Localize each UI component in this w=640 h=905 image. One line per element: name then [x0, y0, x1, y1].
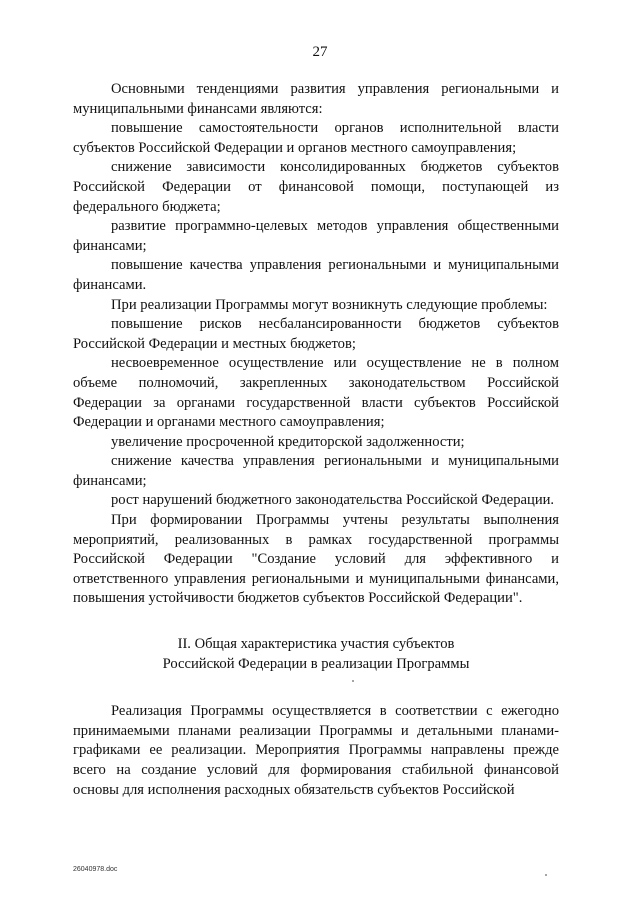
paragraph: повышение качества управления региональными и муниципальными финансами.	[73, 257, 559, 293]
paragraph: При формировании Программы учтены результаты выполнения мероприятий, реализованных в рамках государственной программы Российской Федерации "Создание условий для эффективного и ответственного управления региональными и муниципальными финансами, повышения устойчивости бюджетов субъектов Российской Федерации".	[73, 512, 559, 607]
section-heading	[73, 635, 559, 674]
paragraph: снижение зависимости консолидированных бюджетов субъектов Российской Федерации от финансовой помощи, поступающей из федерального бюджета;	[73, 159, 559, 215]
scan-speck	[352, 680, 354, 682]
paragraph: несвоевременное осуществление или осуществление не в полном объеме полномочий, закрепленных законодательством Российской Федерации за органами государственной власти субъектов Российской Федерации и органами местного самоуправления;	[73, 355, 559, 431]
paragraph: увеличение просроченной кредиторской задолженности;	[111, 433, 465, 450]
paragraph: повышение самостоятельности органов исполнительной власти субъектов Российской Федерации и органов местного самоуправления;	[73, 120, 559, 156]
page-number: 27	[312, 44, 328, 60]
paragraph: рост нарушений бюджетного законодательства Российской Федерации.	[111, 492, 555, 509]
paragraph: развитие программно-целевых методов управления общественными финансами;	[73, 218, 559, 254]
paragraph: Реализация Программы осуществляется в соответствии с ежегодно принимаемыми планами реализации Программы и детальными планами-графиками ее реализации. Мероприятия Программы направлены прежде всего на создание условий для формирования стабильной финансовой основы для исполнения расходных обязательств субъектов Российской	[73, 703, 559, 798]
paragraph: снижение качества управления региональными и муниципальными финансами;	[73, 453, 559, 489]
paragraph: При реализации Программы могут возникнуть следующие проблемы:	[111, 296, 548, 313]
section-heading-line: Российской Федерации в реализации Программы	[162, 655, 470, 672]
document-body	[73, 80, 559, 800]
scan-speck	[545, 874, 547, 876]
paragraph: Основными тенденциями развития управления региональными и муниципальными финансами являются:	[73, 81, 559, 117]
section-heading-line: II. Общая характеристика участия субъектов	[177, 636, 455, 653]
paragraph: повышение рисков несбалансированности бюджетов субъектов Российской Федерации и местных бюджетов;	[73, 316, 559, 352]
file-name-footer: 26040978.doc	[73, 866, 118, 873]
